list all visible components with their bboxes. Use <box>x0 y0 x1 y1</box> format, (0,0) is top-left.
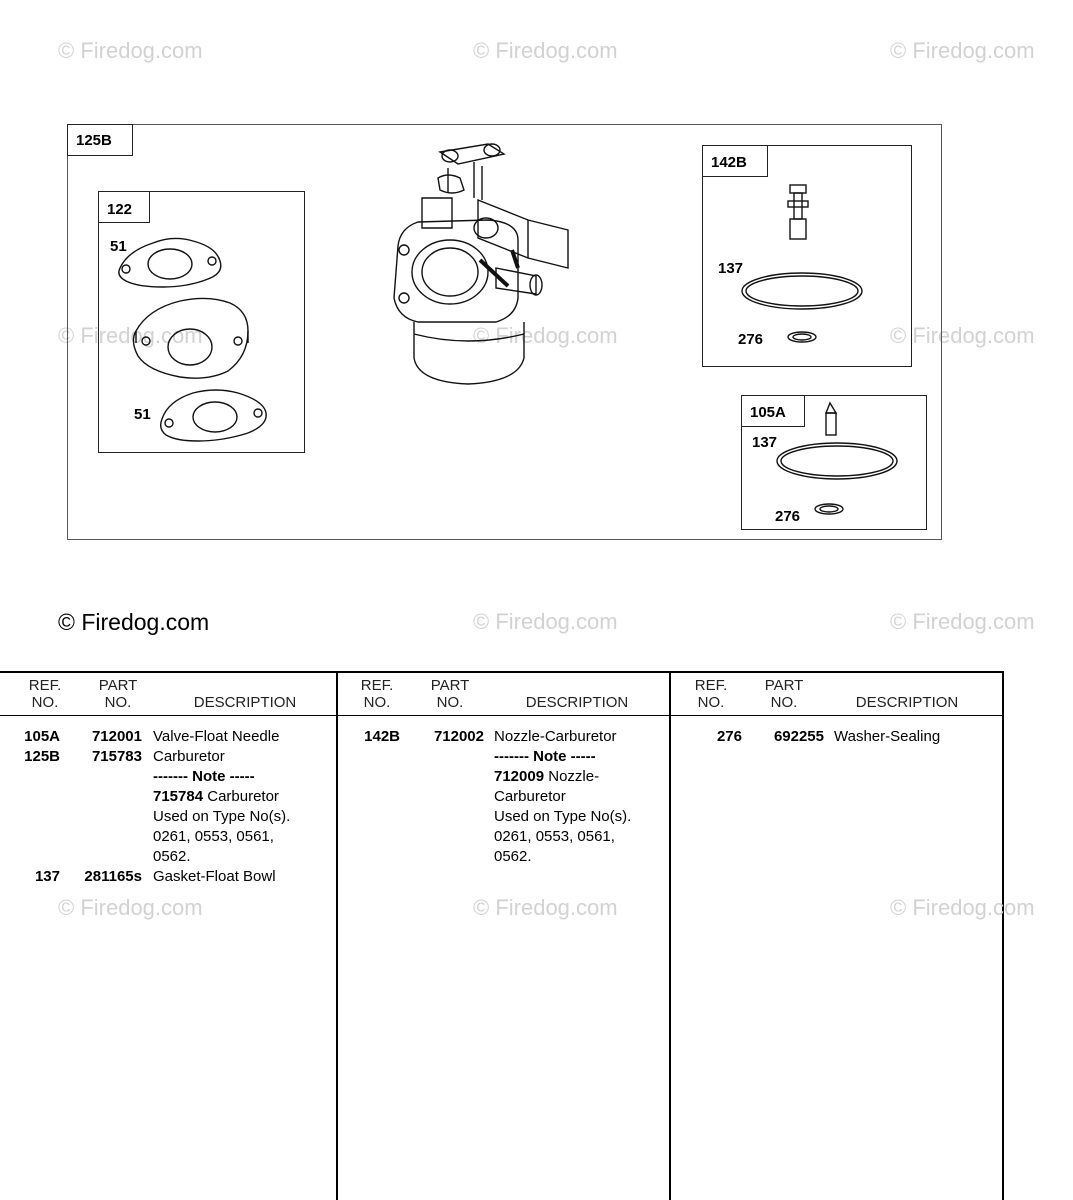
note-part-no: 715784 <box>153 788 204 805</box>
header-part: PART NO. <box>764 677 804 711</box>
note-text: 0261, 0553, 0561, <box>153 828 274 845</box>
ref-no: 137 <box>34 868 60 885</box>
watermark: © Firedog.com <box>890 895 1035 920</box>
note-part-no: 712009 <box>494 768 545 785</box>
watermark: © Firedog.com <box>473 609 618 634</box>
watermark: © Firedog.com <box>890 323 1035 348</box>
ref-no: 142B <box>364 728 400 745</box>
header-part: PART NO. <box>430 677 470 711</box>
note-text: Carburetor <box>494 788 566 805</box>
header-description: DESCRIPTION <box>855 694 959 711</box>
part-description: Gasket-Float Bowl <box>153 868 276 885</box>
kit-tag-122: 122 <box>98 191 150 223</box>
nozzle-illustration <box>702 145 912 367</box>
header-description: DESCRIPTION <box>525 694 629 711</box>
column-divider <box>1002 671 1004 1200</box>
part-no: 281165s <box>84 868 142 885</box>
callout-51: 51 <box>110 238 127 255</box>
parts-table <box>0 671 1035 1200</box>
header-part: PART NO. <box>98 677 138 711</box>
assembly-tag-125b: 125B <box>67 124 133 156</box>
kit-tag-105a: 105A <box>741 395 805 427</box>
ref-no: 276 <box>716 728 742 745</box>
table-top-rule <box>0 671 1004 673</box>
note-text <box>494 767 599 787</box>
note-text: Used on Type No(s). <box>494 808 632 825</box>
header-rule <box>671 715 1002 716</box>
note-text <box>153 787 279 807</box>
watermark: © Firedog.com <box>58 323 203 348</box>
carburetor-illustration <box>378 138 578 388</box>
watermark: © Firedog.com <box>58 895 203 920</box>
header-ref: REF. NO. <box>694 677 728 711</box>
note-description: Nozzle- <box>548 768 600 785</box>
callout-137: 137 <box>752 434 778 451</box>
kit-tag-142b: 142B <box>702 145 768 177</box>
part-description: Washer-Sealing <box>834 728 941 745</box>
note-text: 0562. <box>494 848 532 865</box>
watermark: © Firedog.com <box>890 38 1035 63</box>
part-description: Valve-Float Needle <box>153 728 280 745</box>
callout-276: 276 <box>738 331 764 348</box>
part-no: 712002 <box>433 728 484 745</box>
callout-276: 276 <box>775 508 801 525</box>
watermark: © Firedog.com <box>890 609 1035 634</box>
header-ref: REF. NO. <box>28 677 62 711</box>
note-text: 0261, 0553, 0561, <box>494 828 615 845</box>
watermark: © Firedog.com <box>473 323 618 348</box>
part-description: Nozzle-Carburetor <box>494 728 617 745</box>
ref-no: 105A <box>24 728 60 745</box>
header-ref: REF. NO. <box>360 677 394 711</box>
header-rule <box>0 715 336 716</box>
note-title: ------- Note ----- <box>494 748 596 765</box>
watermark: © Firedog.com <box>473 38 618 63</box>
note-description: Carburetor <box>207 788 279 805</box>
note-text: 0562. <box>153 848 191 865</box>
callout-137: 137 <box>718 260 744 277</box>
part-no: 712001 <box>91 728 142 745</box>
callout-51: 51 <box>134 406 151 423</box>
part-no: 715783 <box>91 748 142 765</box>
watermark: © Firedog.com <box>58 38 203 63</box>
note-text: Used on Type No(s). <box>153 808 291 825</box>
header-rule <box>338 715 669 716</box>
part-description: Carburetor <box>153 748 225 765</box>
watermark: © Firedog.com <box>473 895 618 920</box>
gasket-illustration <box>98 191 305 453</box>
note-title: ------- Note ----- <box>153 768 255 785</box>
column-divider <box>669 671 671 1200</box>
column-divider <box>336 671 338 1200</box>
float-needle-illustration <box>741 395 927 530</box>
header-description: DESCRIPTION <box>193 694 297 711</box>
ref-no: 125B <box>24 748 60 765</box>
part-no: 692255 <box>773 728 824 745</box>
copyright-notice: © Firedog.com <box>58 609 210 635</box>
